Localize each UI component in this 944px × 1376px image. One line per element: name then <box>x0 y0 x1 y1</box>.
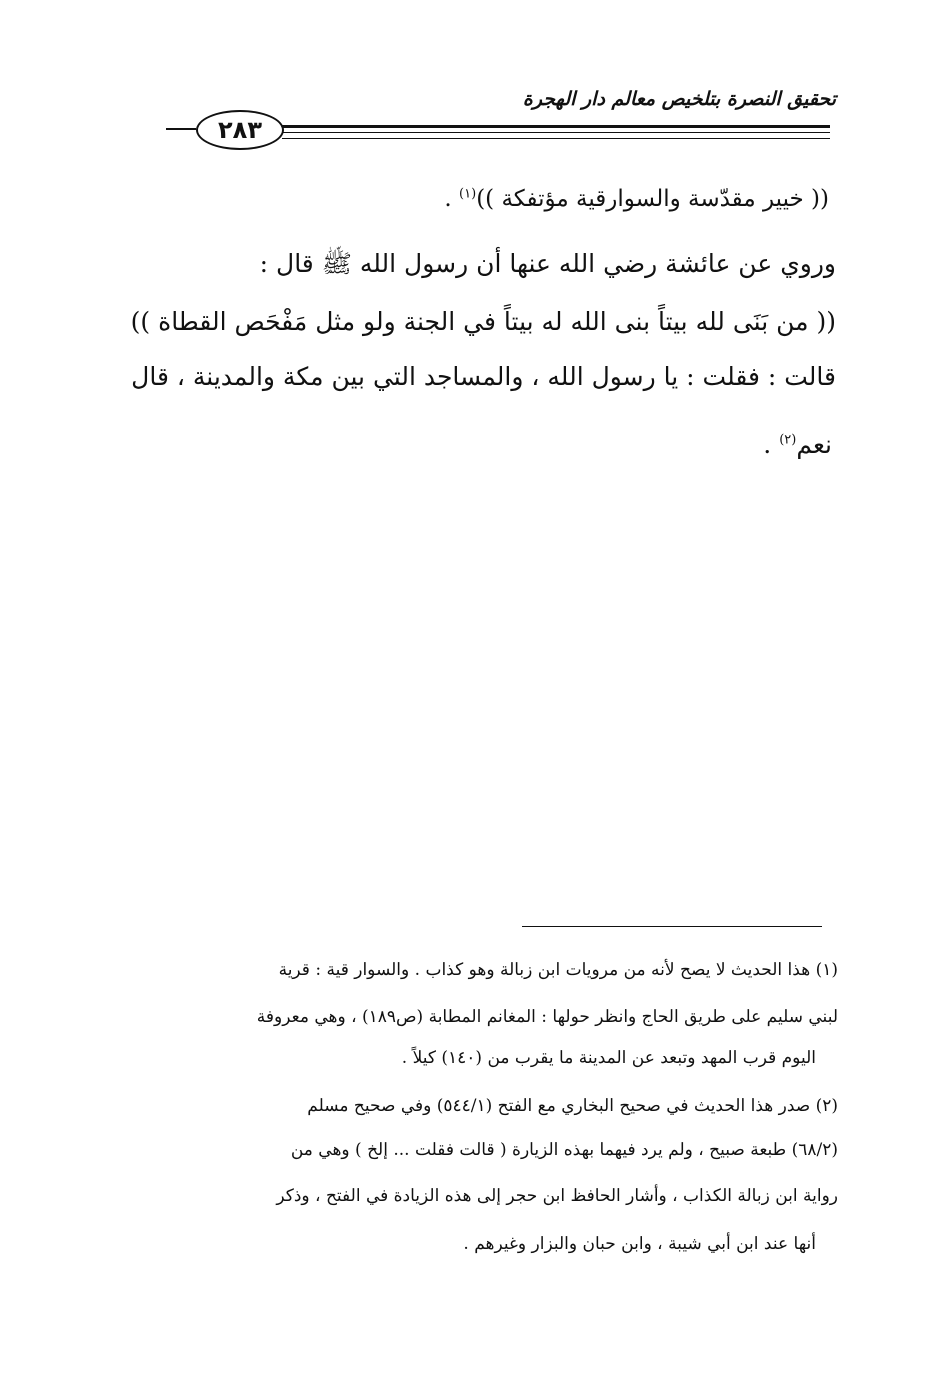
footnote-2-line-1: (٢) صدر هذا الحديث في صحيح البخاري مع الفتح (٥٤٤/١) وفي صحيح مسلم <box>307 1096 838 1116</box>
footnote-ref: (١) <box>459 186 477 202</box>
footnote-2-line-3: رواية ابن زبالة الكذاب ، وأشار الحافظ ابن حجر إلى هذه الزيادة في الفتح ، وذكر <box>276 1186 838 1206</box>
body-text: نعم <box>796 430 832 459</box>
footnote-separator <box>522 926 822 927</box>
header-rule-thin <box>282 132 830 133</box>
header-rule-thin-2 <box>282 138 830 139</box>
footnote-ref: (٢) <box>779 432 797 448</box>
header-rule <box>282 125 830 128</box>
body-line-3: (( من بَنَى لله بيتاً بنى الله له بيتاً في الجنة ولو مثل مَفْحَص القطاة )) <box>130 307 836 336</box>
body-line-2: وروي عن عائشة رضي الله عنها أن رسول الله ﷺ قال : <box>259 249 836 278</box>
footnote-1-line-1: (١) هذا الحديث لا يصح لأنه من مرويات ابن زبالة وهو كذاب . والسوار قية : قرية <box>278 960 838 980</box>
footnote-1-line-3: اليوم قرب المهد وتبعد عن المدينة ما يقرب من (١٤٠) كيلاً . <box>401 1048 816 1068</box>
footnote-2-line-2: (٦٨/٢) طبعة صبيح ، ولم يرد فيهما بهذه الزيارة ( قالت فقلت ... إلخ ) وهي من <box>290 1140 838 1160</box>
footnote-2-line-4: أنها عند ابن أبي شيبة ، وابن حبان والبزار وغيرهم . <box>463 1234 816 1254</box>
body-text: (( خيير مقدّسة والسوارقية مؤتفكة )) <box>476 186 829 212</box>
body-line-5 <box>763 430 832 459</box>
running-title: تحقيق النصرة بتلخيص معالم دار الهجرة <box>522 88 836 110</box>
body-line-1 <box>444 186 829 212</box>
body-line-4: قالت : فقلت : يا رسول الله ، والمساجد التي بين مكة والمدينة ، قال <box>131 362 836 391</box>
body-text: . <box>444 186 452 212</box>
body-text: . <box>763 430 772 459</box>
page-number: ٢٨٣ <box>196 110 284 150</box>
footnote-1-line-2: لبني سليم على طريق الحاج وانظر حولها : المغانم المطابة (ص١٨٩) ، وهي معروفة <box>256 1007 838 1027</box>
header-ornament <box>166 128 196 130</box>
